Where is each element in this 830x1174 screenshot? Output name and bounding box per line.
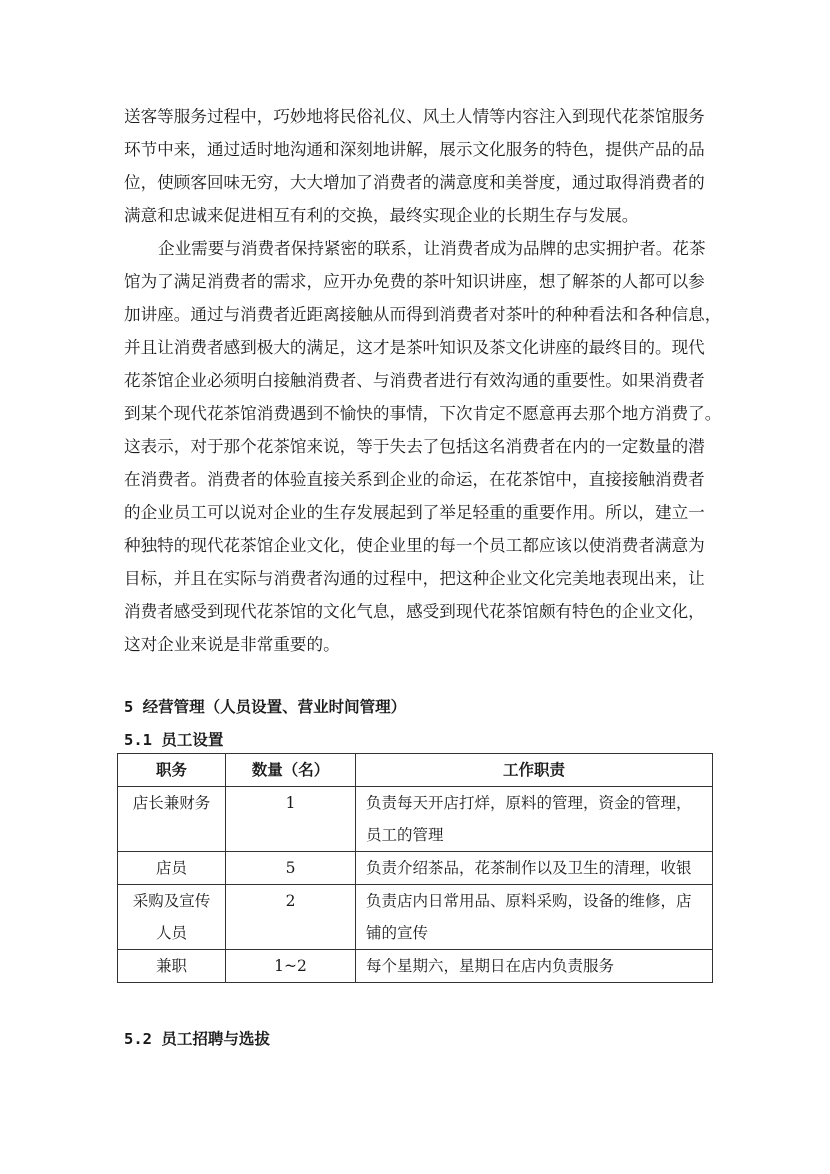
- staff-table: [117, 753, 713, 983]
- text-line: 加讲座。通过与消费者近距离接触从而得到消费者对茶叶的种种看法和各种信息，: [124, 305, 722, 324]
- cell-count: 1~2: [226, 950, 356, 983]
- table-row: [118, 885, 713, 950]
- text-line: 这对企业来说是非常重要的。: [124, 635, 340, 654]
- cell-position: 采购及宣传人员: [118, 885, 226, 950]
- text-line: 送客等服务过程中，巧妙地将民俗礼仪、风土人情等内容注入到现代花茶馆服务: [124, 107, 705, 126]
- text-line: 馆为了满足消费者的需求，应开办免费的茶叶知识讲座，想了解茶的人都可以参: [124, 272, 705, 291]
- text-line: 目标，并且在实际与消费者沟通的过程中，把这种企业文化完美地表现出来，让: [124, 569, 705, 588]
- text-line: 位，使顾客回味无穷，大大增加了消费者的满意度和美誉度，通过取得消费者的: [124, 173, 705, 192]
- cell-position: 店员: [118, 852, 226, 885]
- table-row: [118, 787, 713, 852]
- cell-count: 5: [226, 852, 356, 885]
- cell-duties: 负责店内日常用品、原料采购，设备的维修，店铺的宣传: [356, 885, 713, 950]
- cell-position: 店长兼财务: [118, 787, 226, 852]
- cell-duties: 负责每天开店打烊，原料的管理，资金的管理，员工的管理: [356, 787, 713, 852]
- text-line: 满意和忠诚来促进相互有利的交换，最终实现企业的长期生存与发展。: [124, 206, 639, 225]
- header-position: 职务: [118, 754, 226, 787]
- cell-position: 兼职: [118, 950, 226, 983]
- text-line: 消费者感受到现代花茶馆的文化气息，感受到现代花茶馆颇有特色的企业文化，: [124, 602, 705, 621]
- text-line: 的企业员工可以说对企业的生存发展起到了举足轻重的重要作用。所以，建立一: [124, 503, 705, 522]
- table-row: [118, 950, 713, 983]
- text-line: 花茶馆企业必须明白接触消费者、与消费者进行有效沟通的重要性。如果消费者: [124, 371, 705, 390]
- table-row: [118, 852, 713, 885]
- cell-count: 1: [226, 787, 356, 852]
- cell-count: 2: [226, 885, 356, 950]
- cell-duties: 负责介绍茶品，花茶制作以及卫生的清理，收银: [356, 852, 713, 885]
- text-line: 并且让消费者感到极大的满足，这才是茶叶知识及茶文化讲座的最终目的。现代: [124, 338, 705, 357]
- text-line: 企业需要与消费者保持紧密的联系，让消费者成为品牌的忠实拥护者。花茶: [158, 239, 706, 258]
- text-line: 环节中来，通过适时地沟通和深刻地讲解，展示文化服务的特色，提供产品的品: [124, 140, 705, 159]
- header-duties: 工作职责: [356, 754, 713, 787]
- text-line: 这表示，对于那个花茶馆来说，等于失去了包括这名消费者在内的一定数量的潜: [124, 437, 705, 456]
- table-header-row: [118, 754, 713, 787]
- text-line: 种独特的现代花茶馆企业文化，使企业里的每一个员工都应该以使消费者满意为: [124, 536, 705, 555]
- text-line: 在消费者。消费者的体验直接关系到企业的命运，在花茶馆中，直接接触消费者: [124, 470, 705, 489]
- text-line: 到某个现代花茶馆消费遇到不愉快的事情，下次肯定不愿意再去那个地方消费了。: [124, 404, 722, 423]
- section-heading-5-1: 5.1 员工设置: [124, 731, 224, 749]
- header-count: 数量（名）: [226, 754, 356, 787]
- cell-duties: 每个星期六，星期日在店内负责服务: [356, 950, 713, 983]
- section-heading-5: 5 经营管理（人员设置、营业时间管理）: [124, 698, 407, 716]
- section-heading-5-2: 5.2 员工招聘与选拔: [124, 1030, 270, 1048]
